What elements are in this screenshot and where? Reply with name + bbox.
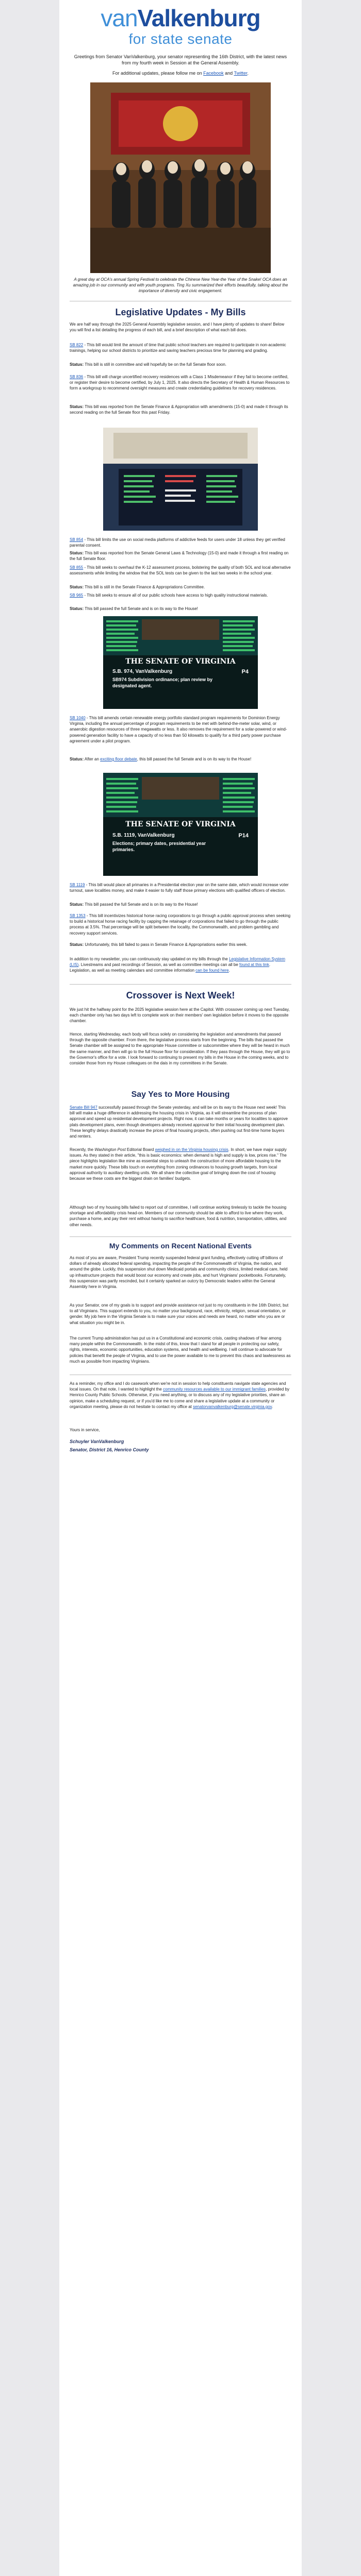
sb855-status: Status: This bill is still in the Senate Finance & Appropriations Committee. bbox=[70, 585, 205, 589]
vote-screen-1-desc: SB974 Subdivision ordinance; plan review by designated agent. bbox=[112, 677, 213, 688]
vote-screen-photo-1 bbox=[103, 616, 258, 709]
sb854-description: SB 854 - This bill limits the use on social media platforms of addictive feeds for users under 18 unless they get verified parental consent. bbox=[70, 537, 285, 548]
vote-screen-photo-2 bbox=[103, 773, 258, 876]
logo-part2: Valkenburg bbox=[137, 5, 260, 31]
bills-intro: We are half way through the 2025 General Assembly legislative session, and I have plenty of updates to share! Below you will find a list detailing the progress of each bill, and a brief description of what each bill does. bbox=[70, 322, 285, 333]
sb1040-link[interactable]: SB 1040 bbox=[70, 716, 86, 720]
email-link[interactable]: senatorvanvalkenburg@senate.virginia.gov bbox=[193, 1404, 272, 1409]
logo bbox=[59, 4, 302, 32]
signature-name: Schuyler VanValkenburg bbox=[70, 1439, 124, 1444]
immigrant-resources-link[interactable]: community resources available to our immigrant families bbox=[163, 1387, 266, 1392]
intro bbox=[70, 54, 291, 80]
sb1353-description: SB 1353 - This bill incentivizes historical horse racing corporations to go through a public approval process when seeking to build a historical horse racing facility by capping the retainage of corporations that failed to go through the public process at 3.5%. That percentage will be split between the locality, the Commonwealth, and problem gambling and recovery support services. bbox=[70, 913, 291, 936]
sb965-description: SB 965 - This bill seeks to ensure all of our public schools have access to high quality instructional materials. bbox=[70, 593, 268, 598]
housing-p2: Recently, the Washington Post Editorial Board weighed in on the Virginia housing crisis. In short, we have major supply issues. As they stated in their article, "this is basic economics: when demand is high and supply is low, prices rise." The piece highlights legislation like mine as essential steps to unleash the construction of more affordable housing to the market more quickly. These bills touch on everything from zoning ordinances to housing growth targets, from local approval authority to auxiliary dwelling units. We all share the collective goal of bringing down the cost of housing because we these costs are the biggest drain on families' budgets. bbox=[70, 1147, 287, 1181]
wapo-housing-link[interactable]: weighed in on the Virginia housing crisis bbox=[155, 1147, 228, 1152]
sb854-link[interactable]: SB 854 bbox=[70, 537, 84, 542]
vote-screen-2-code: P14 bbox=[238, 833, 249, 839]
vote-screen-2-desc: Elections; primary dates, presidential year primaries. bbox=[112, 841, 206, 852]
sb965-status: Status: This bill passed the full Senate and is on its way to the House! bbox=[70, 606, 198, 611]
sb836-link[interactable]: SB 836 bbox=[70, 375, 84, 379]
sb1040-description: SB 1040 - This bill amends certain renewable energy portfolio standard program requirements for Dominion Energy Virginia, including the annual percentage of program requirements to be met with behind-the-meter solar, wind, or anaerobic digestion resources of three megawatts or less. It also removes the requirement for a solar-powered or wind-powered generation facility to have a capacity of no less than 50 kilowatts to qualify for a third party power purchase agreement under a pilot program. bbox=[70, 716, 287, 743]
signature-title: Senator, District 16, Henrico County bbox=[70, 1447, 149, 1452]
facebook-link[interactable]: Facebook bbox=[203, 71, 224, 76]
divider bbox=[70, 1236, 291, 1237]
closing-paragraph: As a reminder, my office and I do casework when we're not in session to help constituents navigate state agencies and local issues. On that note, I wanted to highlight the community resources available to our immigrant families, provided by Henrico County Public Schools. Otherwise, if you need anything, or to discuss any of my legislative priorities, share an opinion, make a scheduling request, or if you'd like me to come and share a legislative update at a community or organization meeting, please do not hesitate to contact my office at senatorvanvalkenburg@senate.virginia.gov. bbox=[70, 1381, 289, 1409]
vote-screen-1-code: P4 bbox=[241, 669, 249, 675]
comments-p1: As most of you are aware, President Trump recently suspended federal grant funding, effectively cutting off billions of dollars of already allocated federal spending, impacting the people of the Commonwealth of Virginia, the nation, and around the globe. Luckily, this suspension shut down Medicaid portals and community clinics, limited medical care, held up infrastructure projects that would boost our economy and create jobs, and hurt Virginians' pocketbooks. Fortunately, this suspension was partly rescinded, but it certainly sparked an outcry by Democratic leaders within the General Assembly here in Virginia. bbox=[70, 1256, 288, 1289]
housing-p3: Although two of my housing bills failed to report out of committee, I will continue working tirelessly to tackle the housing shortage and affordability crisis head-on. Members of our community should be able to afford to live where they work, purchase a home, and pay their rent without having to sacrifice healthcare, food & nutrition, transportation, utilities, and other needs. bbox=[70, 1205, 287, 1227]
vote-screen-1-header: THE SENATE OF VIRGINIA bbox=[125, 657, 236, 666]
vote-screen-1-bill: S.B. 974, VanValkenburg bbox=[112, 669, 173, 674]
comments-p2: As your Senator, one of my goals is to support and provide assistance not just to my constituents in the 16th District, but to all Virginians. This support extends to you, no matter your background, race, ethnicity, religion, sexual orientation, or gender. My job here in the Virginia Senate is to make sure your voices and needs are heard, no matter who you are or what situation you might be in. bbox=[70, 1303, 289, 1325]
newsletter-header bbox=[59, 0, 302, 47]
sb836-status: Status: This bill was reported from the Senate Finance & Appropriation with amendments (15-0) and made it through its second reading on the full Senate floor this past Friday. bbox=[70, 404, 288, 415]
closing-salutation: Yours in service, bbox=[70, 1428, 100, 1432]
crossover-p1: We just hit the halfway point for the 2025 legislative session here at the Capitol. With crossover coming up next Tuesday, each chamber only has two days left to complete work on their members' own legislation before it moves to the opposite chamber. bbox=[70, 1007, 290, 1024]
sb822-description: SB 822 - This bill would limit the amount of time that public school teachers are required to participate in non-academic trainings, helping our school districts to prioritize and saving teachers precious time for planning and grading. bbox=[70, 343, 286, 353]
lis-link[interactable]: Legislative Information System (LIS) bbox=[70, 957, 286, 968]
senate-chamber-art bbox=[103, 428, 258, 531]
bills-heading: Legislative Updates - My Bills bbox=[115, 307, 246, 317]
sb1119-description: SB 1119 - This bill would place all primaries in a Presidential election year on the same date, which would increase voter turnout, save localities money, and make it easier to fully staff those primary elections with qualified officers of election. bbox=[70, 883, 289, 893]
intro-greeting: Greetings from Senator VanValkenburg, your senator representing the 16th District, with the latest news from my fourth week in Session at the General Assembly. bbox=[74, 54, 287, 66]
sb1040-status: Status: After an exciting floor debate, this bill passed the full Senate and is on its way to the House! bbox=[70, 757, 252, 761]
sb822-status: Status: This bill is still in committee and will hopefully be on the full Senate floor soon. bbox=[70, 362, 227, 367]
vote-screen-2-bill: S.B. 1119, VanValkenburg bbox=[112, 833, 175, 838]
sb855-description: SB 855 - This bill seeks to overhaul the K-12 assessment process, bolstering the quality of both SOL and local alternative assessments while limiting the window that the SOL tests can be given to the last two weeks in the school year. bbox=[70, 565, 291, 576]
logo-part1: van bbox=[101, 5, 138, 31]
sb836-description: SB 836 - This bill will charge uncertified recovery residences with a Class 1 Misdemeanor if they fail to become certified, or register their desire to become certified, by July 1, 2025. It also directs the Secretary of Health & Human Resources to form a workgroup to recommend oversight measures and create credentialing guidelines for recovery residences. bbox=[70, 375, 290, 391]
comments-p3: The current Trump administration has put us in a Constitutional and economic crisis, casting shadows of fear among many people within the Commonwealth. In the midst of this, know that I stand for all people in protecting our safety, rights, interests, economic opportunities, education systems, and health and wellbeing. I will continue to advocate for policies that benefit the people of Virginia, and to use the power available to me to prevent this chaos and lawlessness as much as possible from impacting Virginians. bbox=[70, 1336, 291, 1364]
festival-photo-art bbox=[90, 82, 271, 273]
divider bbox=[70, 984, 291, 985]
sb1119-link[interactable]: SB 1119 bbox=[70, 883, 85, 887]
sb1353-link[interactable]: SB 1353 bbox=[70, 913, 86, 918]
committee-info-link[interactable]: can be found here bbox=[195, 968, 229, 973]
newsletter-body bbox=[59, 47, 302, 2576]
logo-subtitle: for state senate bbox=[128, 31, 233, 47]
festival-photo bbox=[90, 82, 271, 273]
crossover-heading: Crossover is Next Week! bbox=[126, 990, 235, 1001]
twitter-link[interactable]: Twitter bbox=[234, 71, 248, 76]
festival-photo-caption: A great day at OCA's annual Spring Festival to celebrate the Chinese New Year-the Year of the Snake! OCA does an amazing job in our community and with youth programs. Ting Xu summarized their efforts beautifully, talking about the importance of diversity and civic engagement. bbox=[73, 277, 288, 293]
housing-heading: Say Yes to More Housing bbox=[131, 1090, 230, 1099]
senate-chamber-photo bbox=[103, 428, 258, 531]
sb822-link[interactable]: SB 822 bbox=[70, 343, 84, 347]
comments-heading: My Comments on Recent National Events bbox=[109, 1242, 252, 1250]
sb855-link[interactable]: SB 855 bbox=[70, 565, 84, 570]
sb854-status: Status: This bill was reported from the Senate General Laws & Technology (15-0) and made it through a first reading on the full Senate floor. bbox=[70, 551, 289, 562]
sb947-link[interactable]: Senate Bill 947 bbox=[70, 1105, 97, 1110]
lis-paragraph: In addition to my newsletter, you can continuously stay updated on my bills through the Legislative Information System (LIS). Livestreams and past recordings of Session, as well as committee meetings can all be found at this link. Legislation, as well as meeting calendars and committee information can be found here. bbox=[70, 957, 286, 973]
housing-p1: Senate Bill 947 successfully passed through the Senate yesterday, and will be on its way to the House next week! This bill will make a huge difference in addressing the housing crisis in Virginia, as it will streamline the process of plan approval and speed up residential development projects. Right now, it can take months or years for localities to approve plats development plans, even though developers already received approval for their initial housing development plan. These lengthy delays drastically increase the prices of final housing projects, often pushing out first-time home buyers and renters. bbox=[70, 1105, 288, 1139]
sb965-link[interactable]: SB 965 bbox=[70, 593, 84, 598]
intro-follow: For additional updates, please follow me on Facebook and Twitter. bbox=[112, 71, 249, 76]
sb1353-status: Status: Unfortunately, this bill failed to pass in Senate Finance & Appropriations earlier this week. bbox=[70, 942, 248, 947]
livestream-link[interactable]: found at this link bbox=[239, 962, 269, 968]
floor-debate-link[interactable]: exciting floor debate bbox=[100, 757, 137, 761]
vote-screen-2-header: THE SENATE OF VIRGINIA bbox=[125, 820, 236, 828]
crossover-p2: Hence, starting Wednesday, each body will focus solely on considering the legislation and amendments that passed through the opposite chamber. From there, the legislative process starts from the beginning. The bills that passed the Senate chamber will be assigned to the appropriate House committee or subcommittee where they will be heard in much the same manner, and then will go to the full House floor for consideration. If they pass through the House, they will go to the Governor's office for a vote. I look forward to continuing to present my bills in the House in the coming weeks, and to consider those from my House colleagues on the dais in my committees in the Senate. bbox=[70, 1032, 290, 1065]
sb1119-status: Status: This bill passed the full Senate and is on its way to the House! bbox=[70, 902, 198, 907]
